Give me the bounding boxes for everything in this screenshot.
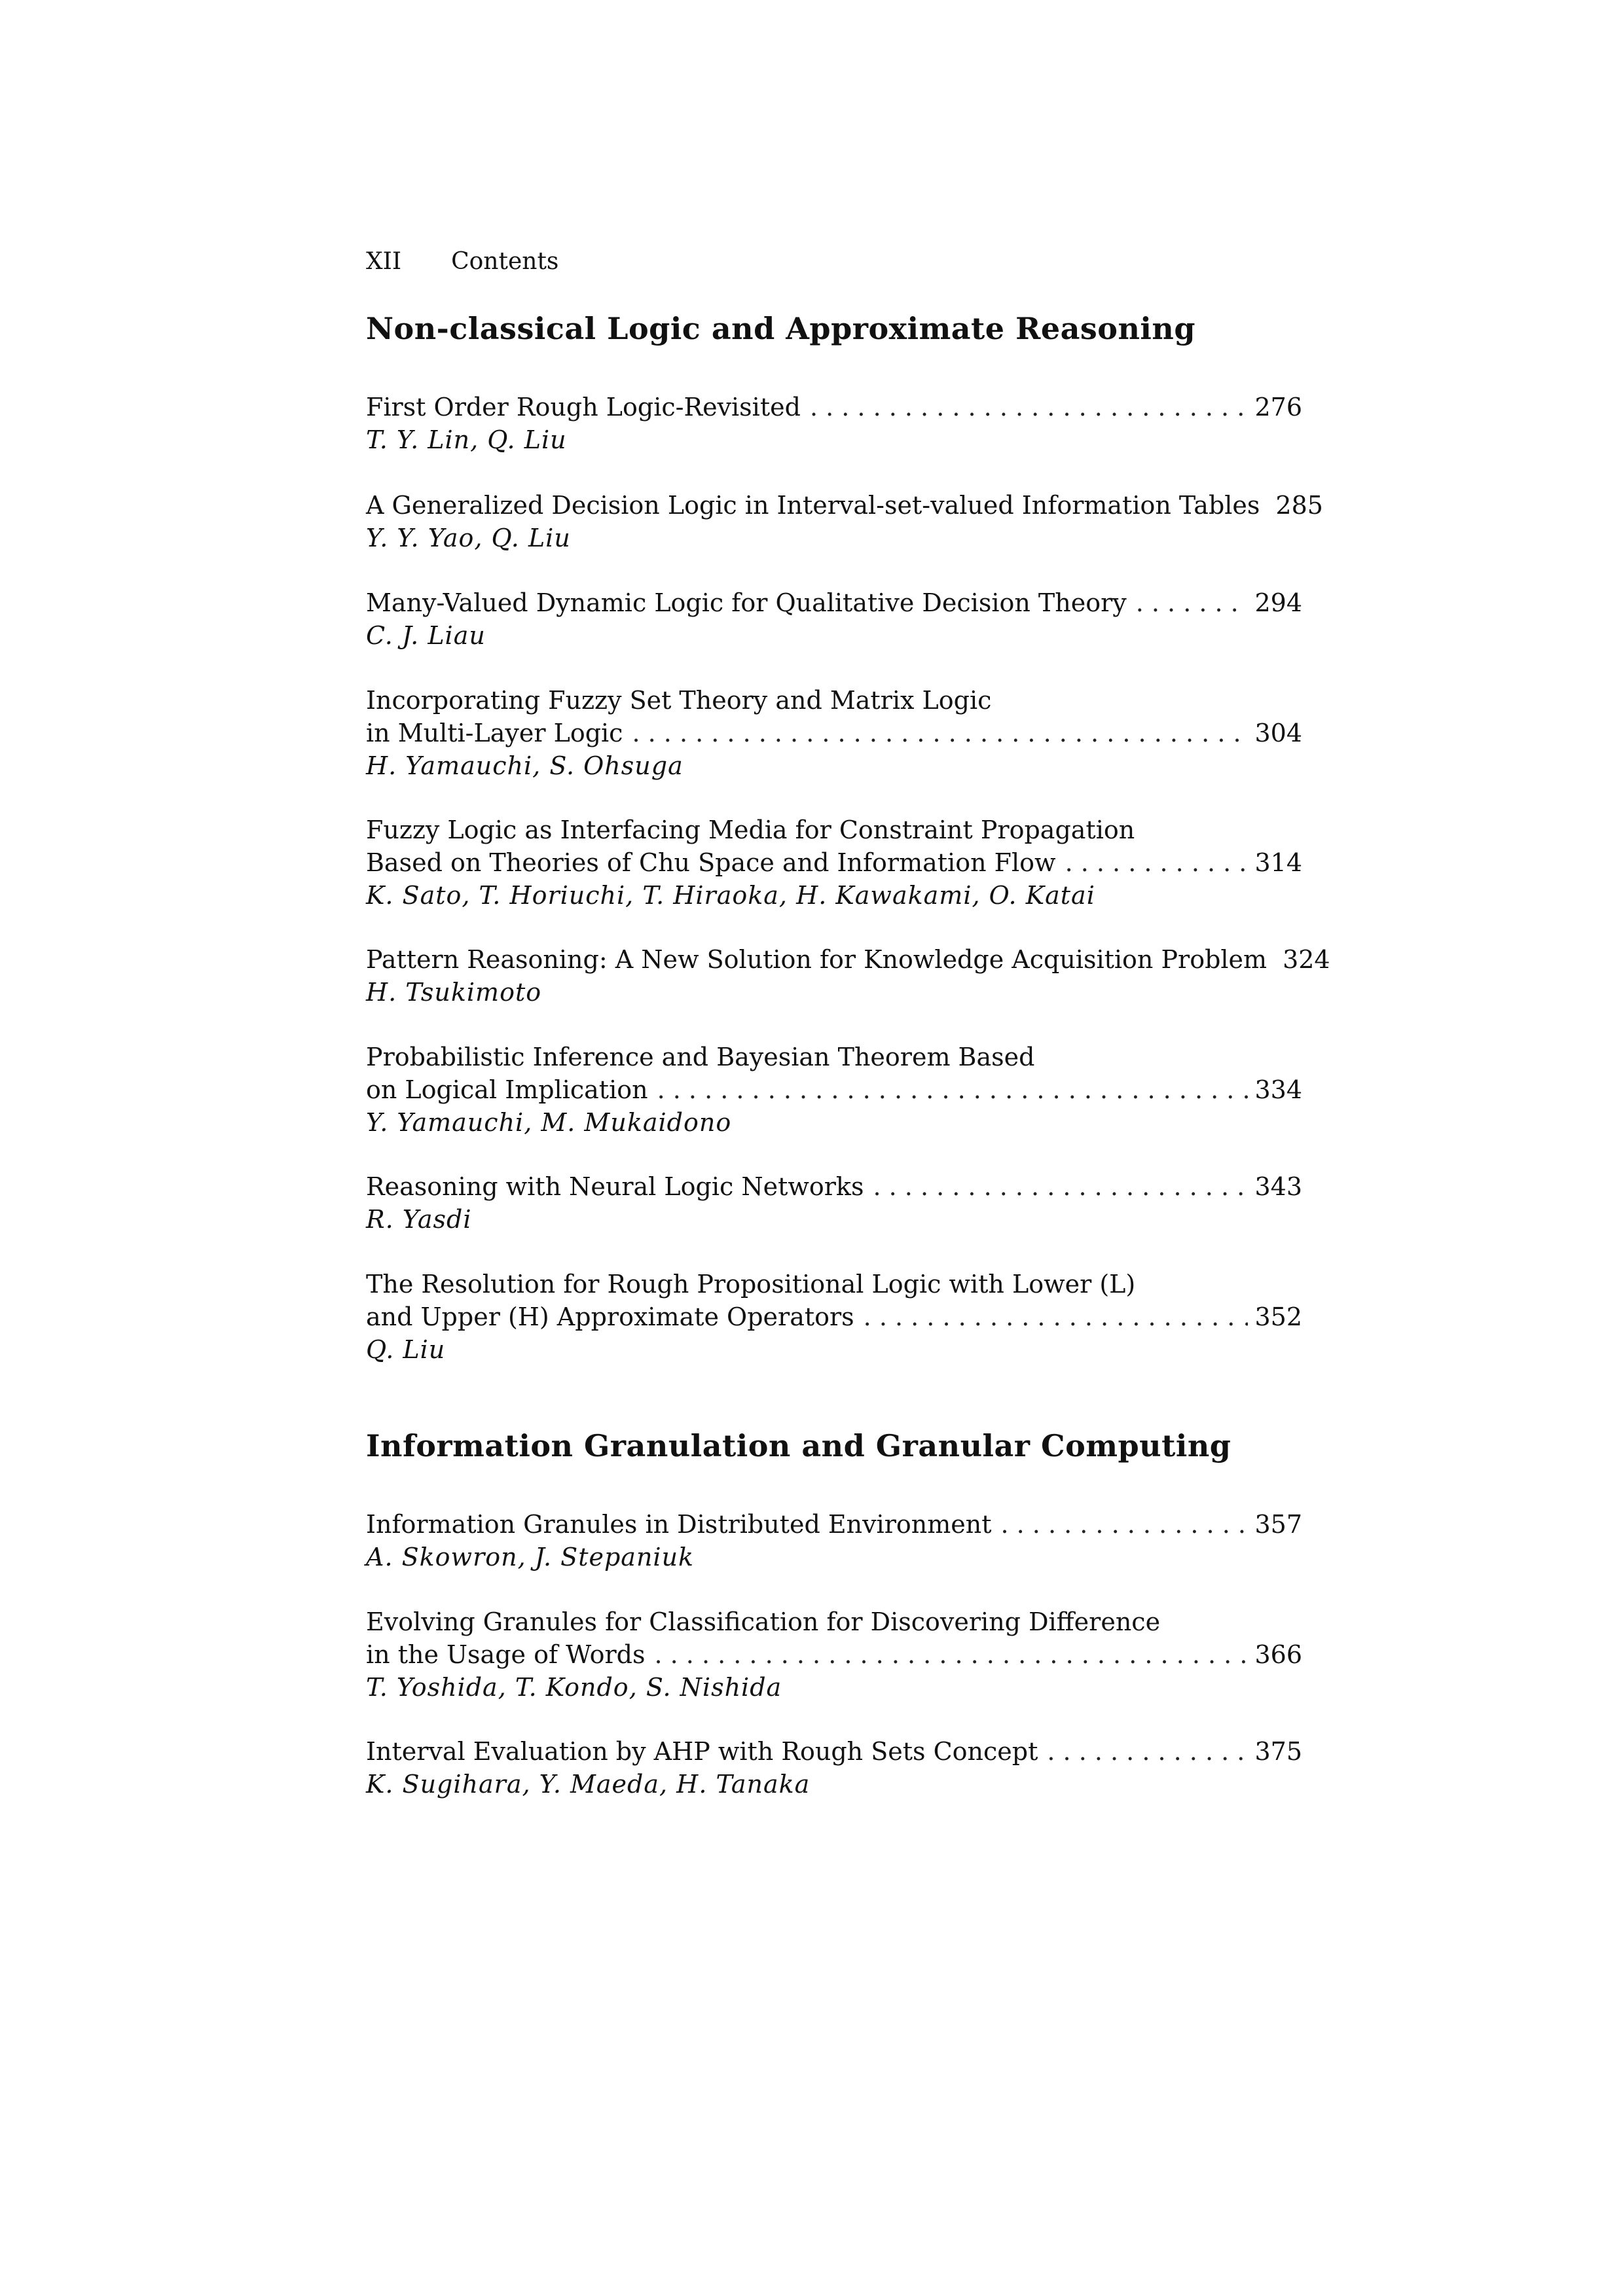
entry-title-line: [366, 1170, 1302, 1203]
entry-title: First Order Rough Logic-Revisited: [366, 393, 801, 422]
toc-entry[interactable]: [366, 391, 1302, 456]
page-number: 375: [1254, 1737, 1302, 1766]
page-number: 357: [1254, 1510, 1302, 1539]
entry-title: Based on Theories of Chu Space and Information Flow: [366, 848, 1056, 877]
page-number: 352: [1254, 1302, 1302, 1331]
folio: XII: [366, 248, 402, 275]
entry-authors: K. Sugihara, Y. Maeda, H. Tanaka: [366, 1770, 811, 1799]
section-title: Information Granulation and Granular Computing: [366, 1428, 1231, 1463]
entry-title: on Logical Implication: [366, 1075, 648, 1104]
entry-title-line: [366, 717, 1302, 749]
entry-title: Evolving Granules for Classification for Discovering Difference: [366, 1607, 1161, 1636]
toc-entry[interactable]: [366, 586, 1302, 652]
toc-entry[interactable]: [366, 684, 1302, 782]
dot-leader: [810, 391, 1249, 423]
dot-leader: [657, 1073, 1249, 1106]
running-head-title: Contents: [451, 248, 559, 275]
dot-leader: [1065, 846, 1249, 879]
page-number: 294: [1254, 588, 1302, 617]
toc-entry[interactable]: [366, 1735, 1302, 1801]
entry-title: Probabilistic Inference and Bayesian Theorem Based: [366, 1043, 1035, 1071]
entry-authors: A. Skowron, J. Stepaniuk: [366, 1543, 695, 1571]
entry-title-line: [366, 1638, 1302, 1671]
entry-authors: T. Y. Lin, Q. Liu: [366, 425, 567, 454]
page-number: 285: [1275, 491, 1323, 520]
entry-authors: Q. Liu: [366, 1335, 446, 1364]
entry-authors: H. Yamauchi, S. Ohsuga: [366, 751, 684, 780]
entry-authors: C. J. Liau: [366, 621, 486, 650]
entry-title-line: [366, 846, 1302, 879]
toc-entry[interactable]: [366, 943, 1330, 1009]
entry-title-line: [366, 1268, 1302, 1300]
entry-title-line: [366, 1073, 1302, 1106]
toc-entry[interactable]: [366, 1041, 1302, 1139]
entry-title-line: [366, 1300, 1302, 1333]
entry-title-line: [366, 1508, 1302, 1541]
entry-title-line: [366, 1735, 1302, 1768]
entry-title: in Multi-Layer Logic: [366, 719, 623, 747]
dot-leader: [864, 1300, 1249, 1333]
entry-title: in the Usage of Words: [366, 1640, 646, 1669]
page-number: 276: [1254, 393, 1302, 422]
entry-title: Interval Evaluation by AHP with Rough Sets Concept: [366, 1737, 1038, 1766]
entry-title: Information Granules in Distributed Environment: [366, 1510, 992, 1539]
entry-title-line: [366, 1041, 1302, 1073]
entry-title: Incorporating Fuzzy Set Theory and Matrix Logic: [366, 686, 992, 715]
dot-leader: [1047, 1735, 1248, 1768]
entry-title: Pattern Reasoning: A New Solution for Knowledge Acquisition Problem: [366, 945, 1267, 974]
entry-authors: Y. Y. Yao, Q. Liu: [366, 524, 571, 552]
entry-title-line: [366, 391, 1302, 423]
running-head: [366, 247, 558, 276]
toc-entry[interactable]: [366, 814, 1302, 912]
entry-authors: T. Yoshida, T. Kondo, S. Nishida: [366, 1673, 782, 1702]
entry-authors: H. Tsukimoto: [366, 978, 542, 1007]
dot-leader: [873, 1170, 1248, 1203]
entry-title: Fuzzy Logic as Interfacing Media for Constraint Propagation: [366, 816, 1135, 844]
entry-title-line: [366, 814, 1302, 846]
page-number: 334: [1254, 1075, 1302, 1104]
toc-entry[interactable]: [366, 1268, 1302, 1366]
toc-entry[interactable]: [366, 1605, 1302, 1704]
page-number: 324: [1283, 945, 1330, 974]
page-number: 314: [1254, 848, 1302, 877]
dot-leader: [632, 717, 1248, 749]
dot-leader: [1136, 586, 1249, 619]
section-title: Non-classical Logic and Approximate Reasoning: [366, 311, 1195, 346]
entry-authors: R. Yasdi: [366, 1205, 472, 1234]
page-number: 366: [1254, 1640, 1302, 1669]
entry-title: Reasoning with Neural Logic Networks: [366, 1172, 864, 1201]
entry-title-line: [366, 1605, 1302, 1638]
dot-leader: [654, 1638, 1248, 1671]
entry-title: The Resolution for Rough Propositional Logic with Lower (L): [366, 1270, 1136, 1299]
entry-title: and Upper (H) Approximate Operators: [366, 1302, 854, 1331]
toc-entry[interactable]: [366, 1170, 1302, 1236]
toc-entry[interactable]: [366, 1508, 1302, 1573]
toc-entry[interactable]: [366, 489, 1323, 554]
entry-title-line: [366, 943, 1330, 976]
entry-title-line: [366, 586, 1302, 619]
entry-title-line: [366, 489, 1323, 522]
dot-leader: [1000, 1508, 1248, 1541]
entry-title: Many-Valued Dynamic Logic for Qualitative Decision Theory: [366, 588, 1127, 617]
page-number: 304: [1254, 719, 1302, 747]
entry-title-line: [366, 684, 1302, 717]
page-number: 343: [1254, 1172, 1302, 1201]
entry-title: A Generalized Decision Logic in Interval-set-valued Information Tables: [366, 491, 1260, 520]
entry-authors: K. Sato, T. Horiuchi, T. Hiraoka, H. Kawakami, O. Katai: [366, 881, 1095, 910]
entry-authors: Y. Yamauchi, M. Mukaidono: [366, 1108, 732, 1137]
